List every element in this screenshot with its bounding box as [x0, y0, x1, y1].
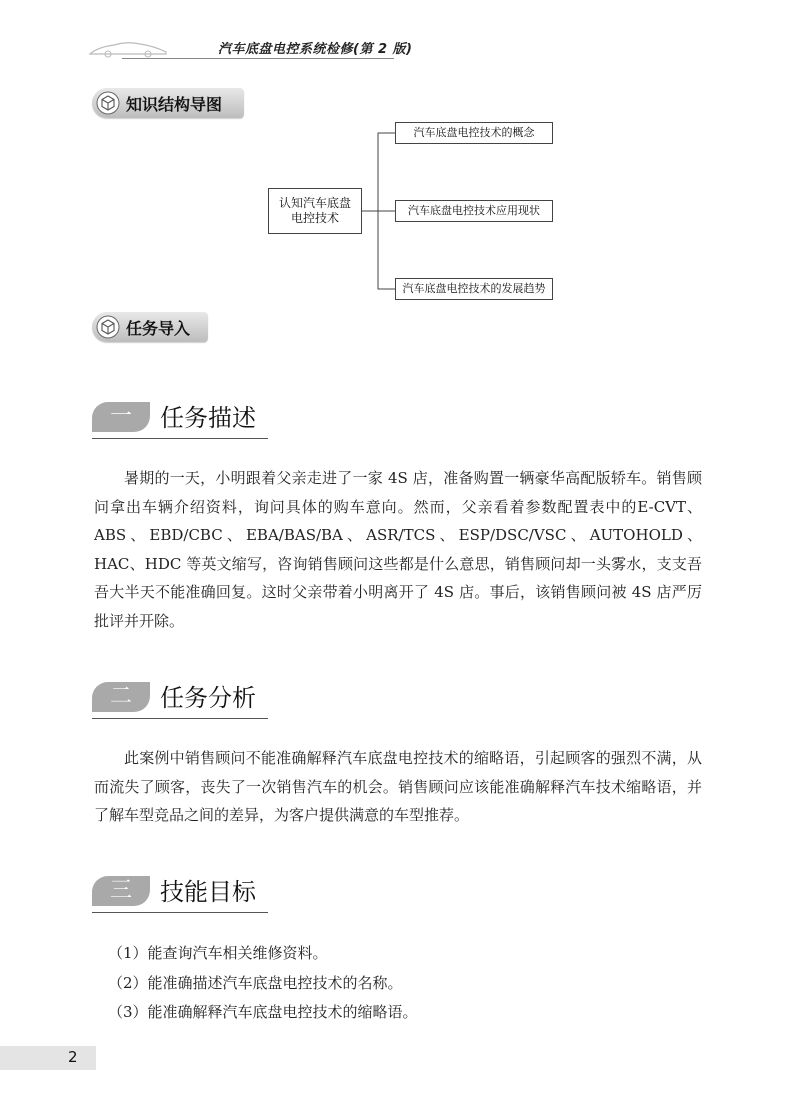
mindmap-branch: 汽车底盘电控技术的概念: [395, 122, 553, 144]
mindmap-connectors: [0, 0, 790, 320]
task-analysis-paragraph: 此案例中销售顾问不能准确解释汽车底盘电控技术的缩略语，引起顾客的强烈不满，从而流失了顾客，丧失了一次销售汽车的机会。销售顾问应该能准确解释汽车技术缩略语，并了解车型竞品之间的差异，为客户提供满意的车型推荐。: [94, 749, 702, 824]
task-intro-heading-text: 任务导入: [126, 319, 191, 338]
section-task-description-head: [92, 396, 270, 442]
task-intro-heading: [92, 312, 208, 342]
section-title: 技能目标: [160, 878, 256, 906]
section-underline: [92, 438, 268, 439]
skill-goal-item: （2）能准确描述汽车底盘电控技术的名称。: [108, 974, 403, 992]
mindmap-root-line1: 认知汽车底盘: [278, 196, 351, 210]
running-header-title: 汽车底盘电控系统检修(第 2 版): [218, 42, 413, 57]
section-number: 二: [109, 684, 132, 709]
skill-goal-item: （1）能查询汽车相关维修资料。: [108, 944, 328, 962]
section-number: 一: [109, 404, 132, 429]
section-title: 任务分析: [160, 684, 256, 712]
section-underline: [92, 912, 268, 913]
page-number-tab: [0, 1046, 96, 1070]
section-underline: [92, 718, 268, 719]
mindmap-branch: 汽车底盘电控技术应用现状: [395, 200, 553, 222]
section-skill-goals-head: [92, 870, 270, 916]
section-number: 三: [109, 878, 132, 903]
cube-icon: [96, 315, 120, 339]
mindmap-branch: 汽车底盘电控技术的发展趋势: [395, 278, 553, 300]
knowledge-map-heading-text: 知识结构导图: [126, 95, 223, 114]
section-task-analysis-head: [92, 676, 270, 722]
page-number: 2: [68, 1048, 78, 1066]
mindmap-root: [268, 188, 362, 234]
task-description-paragraph: 暑期的一天，小明跟着父亲走进了一家 4S 店，准备购置一辆豪华高配版轿车。销售顾问拿出车辆介绍资料，询问具体的购车意向。然而，父亲看着参数配置表中的E-CVT、ABS、EBD/CBC、EBA/BAS/BA、ASR/TCS、ESP/DSC/VSC、AUTOHOLD、HAC、HDC 等英文缩写，咨询销售顾问这些都是什么意思，销售顾问却一头雾水，支支吾吾大半天不能准确回复。这时父亲带着小明离开了 4S 店。事后，该销售顾问被 4S 店严厉批评并开除。: [94, 469, 702, 630]
section-title: 任务描述: [160, 404, 256, 432]
skill-goal-item: （3）能准确解释汽车底盘电控技术的缩略语。: [108, 1003, 418, 1021]
mindmap-root-line2: 电控技术: [290, 211, 339, 225]
